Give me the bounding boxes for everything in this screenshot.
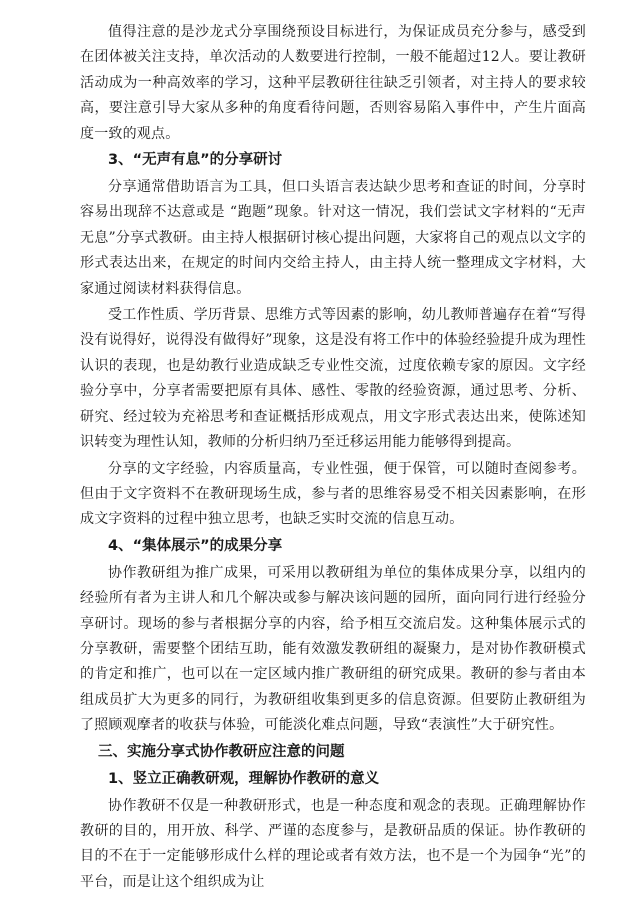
heading-correct-view: 1、竖立正确教研观，理解协作教研的意义 — [108, 770, 380, 787]
paragraph-written-experience: 受工作性质、学历背景、思维方式等因素的影响，幼儿教师普遍存在着“写得没有说得好，说得没有做得好”现象，这是没有将工作中的体验经验提升成为理性认识的表现，也是幼教行业造成缺乏专业性交流，过度依赖专家的原因。文字经验分享中，分享者需要把原有具体、感性、零散的经验资源，通过思考、分析、研究、经过较为充裕思考和查证概括形成观点，用文字形式表达出来，使陈述知识转变为理性认知，教师的分析归纳乃至迁移运用能力能够得到提高。 — [80, 307, 586, 451]
heading-section-three: 三、实施分享式协作教研应注意的问题 — [98, 743, 345, 760]
paragraph-collective-showcase: 协作教研组为推广成果，可采用以教研组为单位的集体成果分享，以组内的经验所有者为主讲人和几个解决或参与解决该问题的园所，面向同行进行经验分享研讨。现场的参与者根据分享的内容，给予相互交流启发。这种集体展示式的分享教研，需要整个团结互助，能有效激发教研组的凝聚力，是对协作教研模式的肯定和推广，也可以在一定区域内推广教研组的研究成果。教研的参与者由本组成员扩大为更多的同行，为教研组收集到更多的信息资源。但要防止教研组为了照顾观摩者的收获与体验，可能淡化难点问题，导致“表演性”大于研究性。 — [80, 564, 586, 734]
paragraph-salon-note: 值得注意的是沙龙式分享围绕预设目标进行，为保证成员充分参与，感受到在团体被关注支持，单次活动的人数要进行控制，一般不能超过12人。要让教研活动成为一种高效率的学习，这种平层教研往往缺乏引领者，对主持人的要求较高，要注意引导大家从多种的角度看待问题，否则容易陷入事件中，产生片面高度一致的观点。 — [80, 24, 586, 142]
paragraph-written-pros-cons: 分享的文字经验，内容质量高，专业性强，便于保管，可以随时查阅参考。但由于文字资料不在教研现场生成，参与者的思维容易受不相关因素影响，在形成文字资料的过程中独立思考，也缺乏实时交流的信息互动。 — [80, 460, 586, 528]
heading-collective-showcase: 4、“集体展示”的成果分享 — [108, 537, 283, 554]
heading-silent-sharing: 3、“无声有息”的分享研讨 — [108, 152, 283, 169]
paragraph-silent-sharing-intro: 分享通常借助语言为工具，但口头语言表达缺少思考和查证的时间，分享时容易出现辞不达意或是 “跑题”现象。针对这一情况，我们尝试文字材料的“无声无息”分享式教研。由主持人根据研讨核心提出问题，大家将自己的观点以文字的形式表达出来，在规定的时间内交给主持人，由主持人统一整理成文字材料，大家通过阅读材料获得信息。 — [80, 179, 586, 297]
paragraph-correct-view: 协作教研不仅是一种教研形式，也是一种态度和观念的表现。正确理解协作教研的目的，用开放、科学、严谨的态度参与，是教研品质的保证。协作教研的目的不在于一定能够形成什么样的理论或者有效方法，也不是一个为园争“光”的平台，而是让这个组织成为让 — [80, 797, 586, 890]
